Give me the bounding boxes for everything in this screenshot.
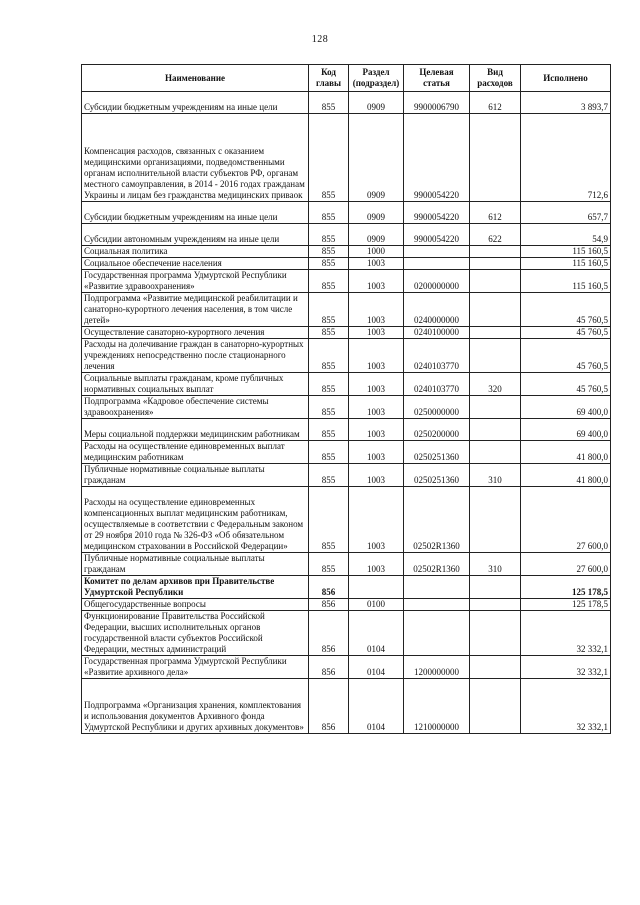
row-executed-amount: 69 400,0 (521, 419, 611, 441)
table-row (82, 258, 611, 270)
table-body (82, 92, 611, 734)
table-row (82, 419, 611, 441)
row-expense-type (470, 270, 521, 293)
row-expense-type: 310 (470, 464, 521, 487)
row-target-article: 1210000000 (404, 679, 470, 734)
row-expense-type (470, 679, 521, 734)
row-name: Субсидии бюджетным учреждениям на иные цели (82, 202, 309, 224)
table-row (82, 224, 611, 246)
row-expense-type (470, 441, 521, 464)
row-target-article: 0240100000 (404, 327, 470, 339)
row-name: Социальные выплаты гражданам, кроме публичных нормативных социальных выплат (82, 373, 309, 396)
row-section: 1003 (349, 464, 404, 487)
row-name: Социальное обеспечение населения (82, 258, 309, 270)
row-section: 1003 (349, 270, 404, 293)
row-target-article (404, 246, 470, 258)
table-row (82, 327, 611, 339)
row-target-article: 0250251360 (404, 464, 470, 487)
row-name: Расходы на долечивание граждан в санаторно-курортных учреждениях непосредственно после стационарного лечения (82, 339, 309, 373)
row-chapter-code: 855 (309, 224, 349, 246)
row-target-article (404, 576, 470, 599)
row-target-article (404, 599, 470, 611)
row-chapter-code: 856 (309, 576, 349, 599)
row-executed-amount: 41 800,0 (521, 464, 611, 487)
row-section: 0909 (349, 202, 404, 224)
row-target-article: 9900054220 (404, 202, 470, 224)
row-section: 1003 (349, 373, 404, 396)
row-expense-type: 320 (470, 373, 521, 396)
row-section: 0104 (349, 611, 404, 656)
row-chapter-code: 856 (309, 679, 349, 734)
row-expense-type (470, 293, 521, 327)
row-executed-amount: 115 160,5 (521, 270, 611, 293)
row-name: Функционирование Правительства Российской Федерации, высших исполнительных органов государственной власти субъектов Российской Федерации, местных администраций (82, 611, 309, 656)
row-section: 1003 (349, 419, 404, 441)
row-expense-type: 612 (470, 92, 521, 114)
row-name: Государственная программа Удмуртской Республики «Развитие архивного дела» (82, 656, 309, 679)
row-section: 0104 (349, 679, 404, 734)
row-section: 0100 (349, 599, 404, 611)
table-row (82, 92, 611, 114)
table-row (82, 487, 611, 553)
row-section: 0909 (349, 114, 404, 202)
row-chapter-code: 855 (309, 441, 349, 464)
row-target-article: 9900006790 (404, 92, 470, 114)
row-section: 1003 (349, 396, 404, 419)
row-chapter-code: 855 (309, 246, 349, 258)
row-chapter-code: 855 (309, 202, 349, 224)
row-chapter-code: 856 (309, 611, 349, 656)
row-name: Публичные нормативные социальные выплаты гражданам (82, 464, 309, 487)
row-target-article: 0240000000 (404, 293, 470, 327)
row-name: Подпрограмма «Развитие медицинской реабилитации и санаторно-курортного лечения населения, в том числе детей» (82, 293, 309, 327)
row-chapter-code: 855 (309, 396, 349, 419)
row-executed-amount: 69 400,0 (521, 396, 611, 419)
row-executed-amount: 125 178,5 (521, 576, 611, 599)
budget-execution-table (81, 64, 611, 734)
row-name: Субсидии автономным учреждениям на иные цели (82, 224, 309, 246)
row-target-article: 0250000000 (404, 396, 470, 419)
row-target-article: 0240103770 (404, 339, 470, 373)
row-target-article (404, 258, 470, 270)
row-chapter-code: 855 (309, 373, 349, 396)
row-executed-amount: 45 760,5 (521, 293, 611, 327)
row-executed-amount: 32 332,1 (521, 679, 611, 734)
row-name: Осуществление санаторно-курортного лечения (82, 327, 309, 339)
table-row (82, 114, 611, 202)
row-expense-type (470, 327, 521, 339)
row-expense-type (470, 599, 521, 611)
row-executed-amount: 3 893,7 (521, 92, 611, 114)
row-name: Компенсация расходов, связанных с оказанием медицинскими организациями, подведомственными органам исполнительной власти субъектов РФ, органам местного самоуправления, в 2014 - 2016 годах гражданам Украины и лицам без гражданства медицинских приваок (82, 114, 309, 202)
row-expense-type: 622 (470, 224, 521, 246)
table-row (82, 373, 611, 396)
row-chapter-code: 855 (309, 419, 349, 441)
row-executed-amount: 27 600,0 (521, 487, 611, 553)
row-section: 1003 (349, 293, 404, 327)
row-expense-type: 310 (470, 553, 521, 576)
row-executed-amount: 657,7 (521, 202, 611, 224)
row-executed-amount: 45 760,5 (521, 339, 611, 373)
row-target-article (404, 611, 470, 656)
row-name: Публичные нормативные социальные выплаты гражданам (82, 553, 309, 576)
row-target-article: 0200000000 (404, 270, 470, 293)
row-chapter-code: 855 (309, 464, 349, 487)
header-executed: Исполнено (521, 65, 611, 92)
row-name: Расходы на осуществление единовременных компенсационных выплат медицинским работникам, осуществляемые в соответствии с Федеральным законом от 29 ноября 2010 года № 326-ФЗ «Об обязательном медицинском страховании в Российской Федерации» (82, 487, 309, 553)
row-chapter-code: 855 (309, 327, 349, 339)
row-expense-type (470, 656, 521, 679)
header-expense-type: Вид расходов (470, 65, 521, 92)
row-expense-type (470, 246, 521, 258)
row-expense-type (470, 114, 521, 202)
row-executed-amount: 32 332,1 (521, 611, 611, 656)
row-section: 1000 (349, 246, 404, 258)
row-executed-amount: 712,6 (521, 114, 611, 202)
table-row (82, 270, 611, 293)
table-row (82, 293, 611, 327)
header-section: Раздел (подраздел) (349, 65, 404, 92)
row-chapter-code: 855 (309, 258, 349, 270)
row-section: 1003 (349, 487, 404, 553)
page-number: 128 (311, 34, 329, 45)
row-chapter-code: 856 (309, 599, 349, 611)
table-row (82, 464, 611, 487)
row-executed-amount: 115 160,5 (521, 258, 611, 270)
row-expense-type (470, 419, 521, 441)
row-executed-amount: 27 600,0 (521, 553, 611, 576)
header-name: Наименование (82, 65, 309, 92)
row-chapter-code: 855 (309, 487, 349, 553)
row-section: 1003 (349, 327, 404, 339)
row-executed-amount: 125 178,5 (521, 599, 611, 611)
row-target-article: 0250200000 (404, 419, 470, 441)
row-expense-type (470, 611, 521, 656)
row-executed-amount: 45 760,5 (521, 373, 611, 396)
row-executed-amount: 41 800,0 (521, 441, 611, 464)
header-chapter-code: Код главы (309, 65, 349, 92)
row-target-article: 1200000000 (404, 656, 470, 679)
table-header (82, 65, 611, 92)
row-target-article: 02502R1360 (404, 553, 470, 576)
row-section (349, 576, 404, 599)
header-target-article: Целевая статья (404, 65, 470, 92)
table-row (82, 202, 611, 224)
row-target-article: 9900054220 (404, 224, 470, 246)
row-executed-amount: 45 760,5 (521, 327, 611, 339)
row-chapter-code: 855 (309, 92, 349, 114)
row-name: Расходы на осуществление единовременных выплат медицинским работникам (82, 441, 309, 464)
row-executed-amount: 32 332,1 (521, 656, 611, 679)
row-chapter-code: 855 (309, 270, 349, 293)
row-section: 1003 (349, 258, 404, 270)
table-row (82, 599, 611, 611)
row-expense-type: 612 (470, 202, 521, 224)
row-name: Меры социальной поддержки медицинским работникам (82, 419, 309, 441)
row-name: Подпрограмма «Организация хранения, комплектования и использования документов Архивного фонда Удмуртской Республики и других архивных документов» (82, 679, 309, 734)
row-expense-type (470, 339, 521, 373)
row-target-article: 0250251360 (404, 441, 470, 464)
row-chapter-code: 855 (309, 114, 349, 202)
row-name: Субсидии бюджетным учреждениям на иные цели (82, 92, 309, 114)
row-name: Социальная политика (82, 246, 309, 258)
table-row (82, 656, 611, 679)
row-section: 0909 (349, 92, 404, 114)
row-expense-type (470, 258, 521, 270)
row-executed-amount: 54,9 (521, 224, 611, 246)
row-chapter-code: 855 (309, 553, 349, 576)
row-executed-amount: 115 160,5 (521, 246, 611, 258)
row-target-article: 0240103770 (404, 373, 470, 396)
row-expense-type (470, 396, 521, 419)
row-section: 0104 (349, 656, 404, 679)
row-target-article: 02502R1360 (404, 487, 470, 553)
row-name: Подпрограмма «Кадровое обеспечение системы здравоохранения» (82, 396, 309, 419)
table-row (82, 576, 611, 599)
table-row (82, 679, 611, 734)
row-section: 1003 (349, 553, 404, 576)
table-row (82, 396, 611, 419)
row-expense-type (470, 487, 521, 553)
row-section: 0909 (349, 224, 404, 246)
table-row (82, 246, 611, 258)
table-row (82, 339, 611, 373)
row-section: 1003 (349, 441, 404, 464)
row-name: Государственная программа Удмуртской Республики «Развитие здравоохранения» (82, 270, 309, 293)
table-row (82, 611, 611, 656)
table-row (82, 553, 611, 576)
row-target-article: 9900054220 (404, 114, 470, 202)
row-chapter-code: 856 (309, 656, 349, 679)
row-section: 1003 (349, 339, 404, 373)
row-expense-type (470, 576, 521, 599)
table-row (82, 441, 611, 464)
row-chapter-code: 855 (309, 293, 349, 327)
row-name: Комитет по делам архивов при Правительстве Удмуртской Республики (82, 576, 309, 599)
row-name: Общегосударственные вопросы (82, 599, 309, 611)
row-chapter-code: 855 (309, 339, 349, 373)
